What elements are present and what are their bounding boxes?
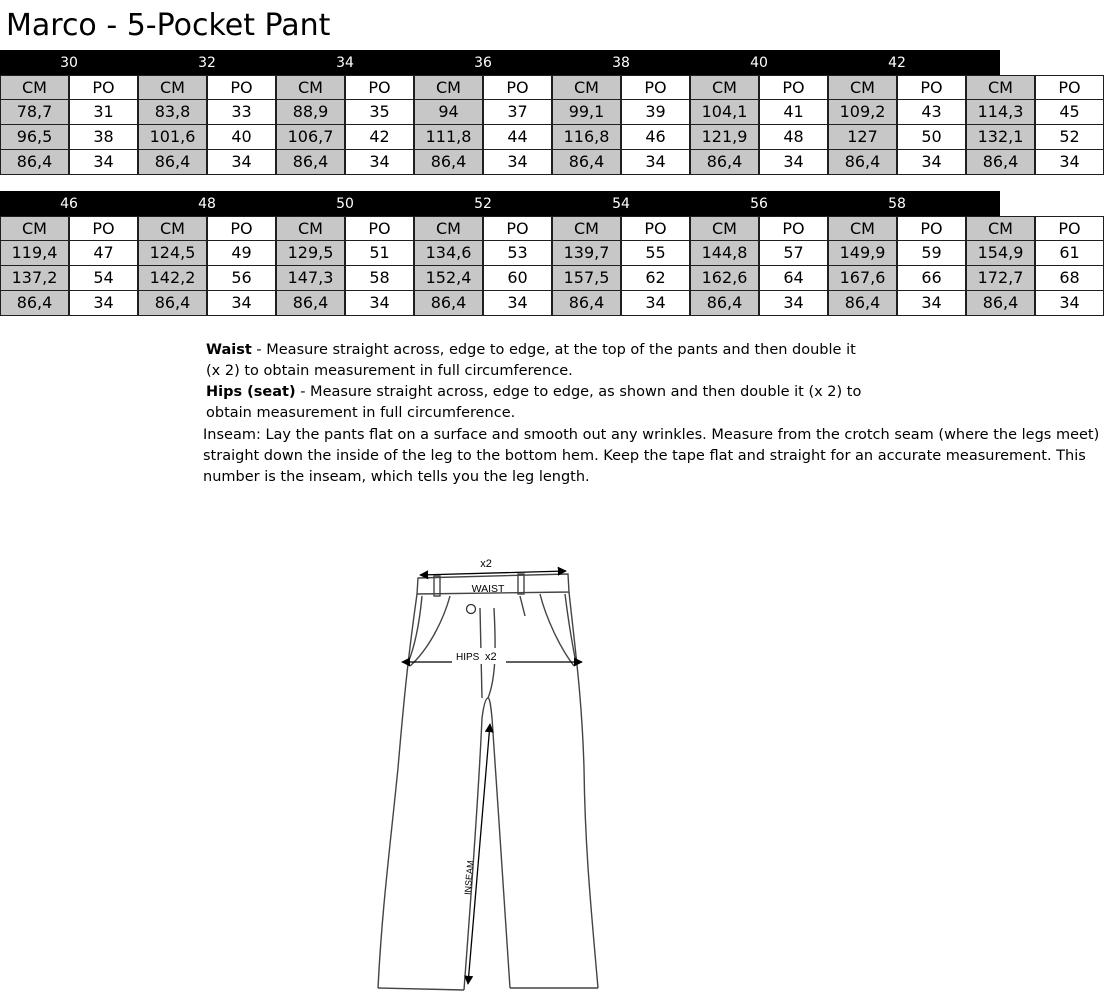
waist-text: - Measure straight across, edge to edge, at the top of the pants and then double it (251, 342, 856, 358)
unit-cm: CM (690, 75, 759, 100)
table-cell: 149,9 (828, 241, 897, 266)
table-cell: 157,5 (552, 266, 621, 291)
size-chart-30-44 (0, 50, 1081, 175)
table-cell: 78,7 (0, 100, 69, 125)
pants-outline (378, 574, 598, 990)
unit-po: PO (345, 75, 414, 100)
unit-cm: CM (414, 75, 483, 100)
table-cell: 86,4 (0, 150, 69, 175)
size-label: 50 (336, 196, 354, 212)
table-cell: 34 (483, 150, 552, 175)
size-label: 52 (474, 196, 492, 212)
table-cell: 86,4 (966, 150, 1035, 175)
table-cell: 86,4 (828, 150, 897, 175)
table-cell: 34 (621, 291, 690, 316)
table-cell: 127 (828, 125, 897, 150)
unit-cm: CM (276, 75, 345, 100)
size-label: 48 (198, 196, 216, 212)
unit-po: PO (897, 216, 966, 241)
table-cell: 34 (483, 291, 552, 316)
table-cell: 34 (69, 150, 138, 175)
table-cell: 162,6 (690, 266, 759, 291)
table-cell: 40 (207, 125, 276, 150)
table-cell: 34 (1035, 291, 1104, 316)
table-cell: 106,7 (276, 125, 345, 150)
inseam-label: Inseam (203, 427, 256, 443)
hips-instruction (206, 382, 1000, 403)
table-cell: 86,4 (138, 291, 207, 316)
size-label: 34 (336, 55, 354, 71)
x2-hips-label: x2 (485, 651, 497, 663)
inseam-row (0, 291, 1080, 316)
waist-row (0, 241, 1080, 266)
table-cell: 134,6 (414, 241, 483, 266)
table-cell: 60 (483, 266, 552, 291)
table-cell: 51 (345, 241, 414, 266)
table-cell: 55 (621, 241, 690, 266)
unit-cm: CM (0, 216, 69, 241)
table-cell: 86,4 (690, 150, 759, 175)
waist-instruction (206, 340, 1000, 361)
hips-label: Hips (seat) (206, 384, 296, 400)
unit-po: PO (69, 75, 138, 100)
size-header-row (0, 191, 1044, 216)
table-cell: 68 (1035, 266, 1104, 291)
unit-header-row (0, 216, 1081, 241)
table-cell: 39 (621, 100, 690, 125)
table-cell: 35 (345, 100, 414, 125)
waist-instruction-cont: (x 2) to obtain measurement in full circumference. (206, 363, 573, 379)
table-cell: 59 (897, 241, 966, 266)
table-cell: 139,7 (552, 241, 621, 266)
unit-cm: CM (138, 216, 207, 241)
inseam-instruction-cont: number is the inseam, which tells you the leg length. (203, 469, 590, 485)
table-cell: 34 (345, 150, 414, 175)
table-cell: 46 (621, 125, 690, 150)
table-cell: 49 (207, 241, 276, 266)
table-cell: 50 (897, 125, 966, 150)
table-cell: 41 (759, 100, 828, 125)
unit-po: PO (897, 75, 966, 100)
unit-po: PO (759, 216, 828, 241)
table-cell: 167,6 (828, 266, 897, 291)
table-cell: 34 (897, 150, 966, 175)
table-cell: 99,1 (552, 100, 621, 125)
inseam-row (0, 150, 1080, 175)
size-label: 46 (60, 196, 78, 212)
table-cell: 86,4 (0, 291, 69, 316)
unit-po: PO (483, 75, 552, 100)
table-cell: 121,9 (690, 125, 759, 150)
size-label: 60 (1026, 196, 1044, 212)
table-cell: 142,2 (138, 266, 207, 291)
unit-cm: CM (414, 216, 483, 241)
table-cell: 96,5 (0, 125, 69, 150)
size-label: 36 (474, 55, 492, 71)
table-cell: 109,2 (828, 100, 897, 125)
unit-cm: CM (966, 216, 1035, 241)
table-cell: 86,4 (552, 150, 621, 175)
table-cell: 64 (759, 266, 828, 291)
table-cell: 47 (69, 241, 138, 266)
table-cell: 57 (759, 241, 828, 266)
waist-diagram-label: WAIST (471, 583, 505, 595)
unit-po: PO (207, 75, 276, 100)
unit-header-row (0, 75, 1081, 100)
inseam-instruction-cont: straight down the inside of the leg to the bottom hem. Keep the tape flat and straight for an accurate measurement. This (203, 448, 1086, 464)
table-cell: 34 (759, 150, 828, 175)
table-cell: 86,4 (414, 150, 483, 175)
table-cell: 152,4 (414, 266, 483, 291)
table-cell: 53 (483, 241, 552, 266)
size-label: 56 (750, 196, 768, 212)
inseam-diagram-label: INSEAM (462, 860, 476, 896)
table-cell: 34 (897, 291, 966, 316)
table-cell: 83,8 (138, 100, 207, 125)
unit-cm: CM (828, 75, 897, 100)
table-cell: 33 (207, 100, 276, 125)
table-cell: 104,1 (690, 100, 759, 125)
table-cell: 58 (345, 266, 414, 291)
pants-measurement-diagram (360, 548, 620, 1000)
unit-po: PO (207, 216, 276, 241)
inseam-text: : Lay the pants flat on a surface and smooth out any wrinkles. Measure from the crotch seam (where the legs meet) (255, 427, 1100, 443)
table-cell: 111,8 (414, 125, 483, 150)
table-cell: 119,4 (0, 241, 69, 266)
size-chart-46-60 (0, 191, 1081, 316)
table-cell: 86,4 (828, 291, 897, 316)
table-cell: 43 (897, 100, 966, 125)
unit-po: PO (483, 216, 552, 241)
page-title: Marco - 5-Pocket Pant (6, 8, 331, 43)
table-cell: 88,9 (276, 100, 345, 125)
unit-po: PO (1035, 216, 1104, 241)
size-label: 40 (750, 55, 768, 71)
table-cell: 86,4 (276, 291, 345, 316)
table-cell: 45 (1035, 100, 1104, 125)
hips-text: - Measure straight across, edge to edge, as shown and then double it (x 2) to (295, 384, 862, 400)
table-cell: 34 (207, 291, 276, 316)
size-label: 30 (60, 55, 78, 71)
table-cell: 147,3 (276, 266, 345, 291)
unit-cm: CM (276, 216, 345, 241)
table-cell: 48 (759, 125, 828, 150)
table-cell: 52 (1035, 125, 1104, 150)
size-label: 42 (888, 55, 906, 71)
table-cell: 66 (897, 266, 966, 291)
button-icon (467, 605, 476, 614)
unit-po: PO (345, 216, 414, 241)
table-cell: 34 (759, 291, 828, 316)
unit-cm: CM (828, 216, 897, 241)
table-cell: 34 (69, 291, 138, 316)
unit-cm: CM (690, 216, 759, 241)
table-cell: 54 (69, 266, 138, 291)
table-cell: 144,8 (690, 241, 759, 266)
table-cell: 44 (483, 125, 552, 150)
waist-label: Waist (206, 342, 252, 358)
unit-cm: CM (138, 75, 207, 100)
table-cell: 34 (621, 150, 690, 175)
unit-po: PO (621, 75, 690, 100)
table-cell: 154,9 (966, 241, 1035, 266)
table-cell: 34 (345, 291, 414, 316)
table-cell: 86,4 (690, 291, 759, 316)
size-label: 58 (888, 196, 906, 212)
size-header-row (0, 50, 1044, 75)
size-label: 38 (612, 55, 630, 71)
measurement-instructions (206, 340, 1000, 424)
table-cell: 31 (69, 100, 138, 125)
size-label: 54 (612, 196, 630, 212)
table-cell: 86,4 (138, 150, 207, 175)
table-cell: 86,4 (276, 150, 345, 175)
hips-diagram-label: HIPS (456, 652, 480, 663)
waist-row (0, 100, 1080, 125)
table-cell: 62 (621, 266, 690, 291)
unit-po: PO (1035, 75, 1104, 100)
table-cell: 172,7 (966, 266, 1035, 291)
table-cell: 61 (1035, 241, 1104, 266)
unit-cm: CM (0, 75, 69, 100)
unit-cm: CM (966, 75, 1035, 100)
hips-row (0, 266, 1080, 291)
table-cell: 116,8 (552, 125, 621, 150)
table-cell: 129,5 (276, 241, 345, 266)
hips-row (0, 125, 1080, 150)
table-cell: 137,2 (0, 266, 69, 291)
table-cell: 101,6 (138, 125, 207, 150)
table-cell: 34 (1035, 150, 1104, 175)
table-cell: 86,4 (414, 291, 483, 316)
hips-instruction-cont: obtain measurement in full circumference. (206, 405, 516, 421)
table-cell: 132,1 (966, 125, 1035, 150)
x2-top-label: x2 (480, 558, 492, 570)
size-label: 32 (198, 55, 216, 71)
table-cell: 42 (345, 125, 414, 150)
table-cell: 34 (207, 150, 276, 175)
unit-po: PO (69, 216, 138, 241)
unit-po: PO (759, 75, 828, 100)
table-cell: 114,3 (966, 100, 1035, 125)
table-cell: 56 (207, 266, 276, 291)
inseam-instructions (203, 425, 1100, 488)
unit-po: PO (621, 216, 690, 241)
table-cell: 86,4 (966, 291, 1035, 316)
unit-cm: CM (552, 75, 621, 100)
table-cell: 37 (483, 100, 552, 125)
table-cell: 94 (414, 100, 483, 125)
table-cell: 124,5 (138, 241, 207, 266)
unit-cm: CM (552, 216, 621, 241)
table-cell: 38 (69, 125, 138, 150)
inseam-instruction (203, 425, 1100, 446)
table-cell: 86,4 (552, 291, 621, 316)
size-label: 44 (1026, 55, 1044, 71)
